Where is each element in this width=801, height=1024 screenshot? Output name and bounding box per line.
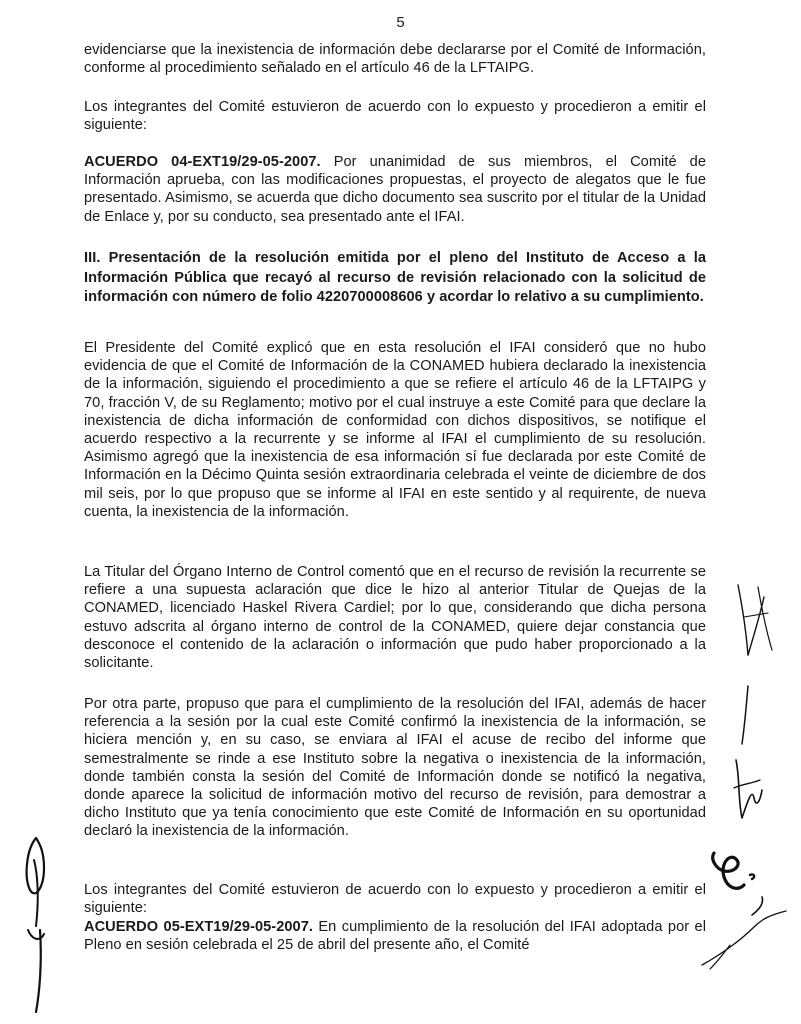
acuerdo-05-text: En cumplimiento de la resolución del IFAI adoptada por el Pleno en sesión celebrada el 25 de abril del presente año, el Comité [84, 919, 706, 954]
handwritten-signature-right-middle [726, 680, 770, 830]
paragraph-propuesta: Por otra parte, propuso que para el cumplimiento de la resolución del IFAI, además de hacer referencia a la sesión por la cual este Comité confirmó la inexistencia de la información, se hiciera mención y, en su caso, se enviara al IFAI el acuse de recibo del informe que semestralmente se rinde a ese Instituto sobre la negativa o inexistencia de la información, donde también consta la sesión del Comité de Información donde se notificó la negativa, donde aparece la solicitud de información motivo del recurso de revisión, para demostrar a dicho Instituto que ya tenía conocimiento que este Comité de Información en su oportunidad declaró la inexistencia de la información. [84, 696, 706, 840]
paragraph-integrantes: Los integrantes del Comité estuvieron de acuerdo con lo expuesto y procedieron a emitir el siguiente: [84, 882, 706, 917]
paragraph-titular-oic: La Titular del Órgano Interno de Control comentó que en el recurso de revisión la recurrente se refiere a una supuesta aclaración que dice le hizo al anterior Titular de Quejas de la CONAMED, licenciado Haskel Rivera Cardiel; por lo que, considerando que dicha persona estuvo adscrita al órgano interno de control de la CONAMED, quiere dejar constancia que desconoce el contenido de la aclaración o información que pudo haber proporcionado a la solicitante. [84, 564, 706, 672]
paragraph-1: evidenciarse que la inexistencia de información debe declararse por el Comité de Información, conforme al procedimiento señalado en el artículo 46 de la LFTAIPG. [84, 42, 706, 77]
acuerdo-04-label: ACUERDO 04-EXT19/29-05-2007. [84, 154, 321, 170]
acuerdo-04-text: Por unanimidad de sus miembros, el Comité de Información aprueba, con las modificaciones propuestas, el proyecto de alegatos que le fue presentado. Asimismo, se acuerda que dicho documento sea suscrito por el titular de la Unidad de Enlace y, por su conducto, sea presentado ante el IFAI. [84, 154, 706, 225]
paragraph-2: Los integrantes del Comité estuvieron de acuerdo con lo expuesto y procedieron a emitir el siguiente: [84, 99, 706, 134]
section-heading-iii: III. Presentación de la resolución emitida por el pleno del Instituto de Acceso a la Información Pública que recayó al recurso de revisión relacionado con la solicitud de información con número de folio 4220700008606 y acordar lo relativo a su cumplimiento. [84, 250, 706, 305]
handwritten-signature-right-top [728, 575, 778, 665]
handwritten-signature-right-bottom [690, 845, 800, 975]
handwritten-initials-left-margin [14, 830, 60, 1020]
paragraph-acuerdo-05 [84, 918, 706, 954]
acuerdo-05-label: ACUERDO 05-EXT19/29-05-2007. [84, 919, 313, 935]
paragraph-presidente: El Presidente del Comité explicó que en esta resolución el IFAI consideró que no hubo evidencia de que el Comité de Información de la CONAMED hubiera declarado la inexistencia de la información, siguiendo el procedimiento a que se refiere el artículo 46 de la LFTAIPG y 70, fracción V, de su Reglamento; motivo por el cual instruye a este Comité para que declare la inexistencia de dicha información de conformidad con dichos dispositivos, se notifique el acuerdo respectivo a la recurrente y se informe al IFAI el cumplimiento de su resolución. Asimismo agregó que la inexistencia de esa información sí fue declarada por este Comité de Información en la Décimo Quinta sesión extraordinaria celebrada el veinte de diciembre de dos mil seis, por lo que propuso que se informe al IFAI en este sentido y al requirente, de nueva cuenta, la inexistencia de la información. [84, 340, 706, 520]
paragraph-acuerdo-04 [84, 153, 706, 226]
page-number: 5 [396, 14, 405, 31]
